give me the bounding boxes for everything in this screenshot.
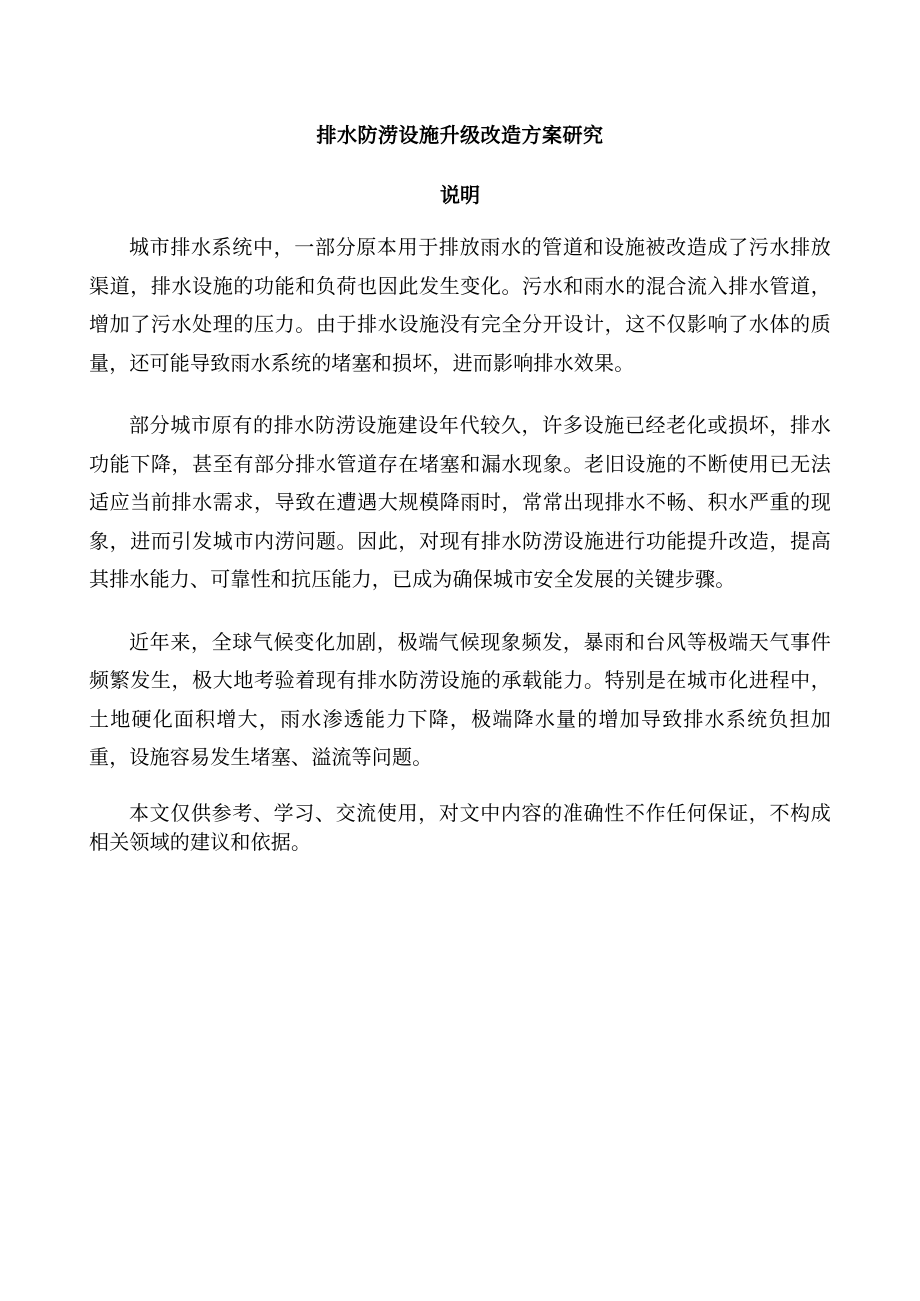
- paragraph-aging-facilities: 部分城市原有的排水防涝设施建设年代较久，许多设施已经老化或损坏，排水功能下降，甚至有部分排水管道存在堵塞和漏水现象。老旧设施的不断使用已无法适应当前排水需求，导致在遭遇大规模降雨时，常常出现排水不畅、积水严重的现象，进而引发城市内涝问题。因此，对现有排水防涝设施进行功能提升改造，提高其排水能力、可靠性和抗压能力，已成为确保城市安全发展的关键步骤。: [89, 413, 831, 591]
- document-title: 排水防涝设施升级改造方案研究: [316, 123, 604, 147]
- paragraph-drainage-system: 城市排水系统中，一部分原本用于排放雨水的管道和设施被改造成了污水排放渠道，排水设施的功能和负荷也因此发生变化。污水和雨水的混合流入排水管道，增加了污水处理的压力。由于排水设施没有完全分开设计，这不仅影响了水体的质量，还可能导致雨水系统的堵塞和损坏，进而影响排水效果。: [89, 235, 831, 375]
- section-heading-explanation: 说明: [440, 183, 480, 207]
- paragraph-climate-change: 近年来，全球气候变化加剧，极端气候现象频发，暴雨和台风等极端天气事件频繁发生，极大地考验着现有排水防涝设施的承载能力。特别是在城市化进程中，土地硬化面积增大，雨水渗透能力下降，极端降水量的增加导致排水系统负担加重，设施容易发生堵塞、溢流等问题。: [89, 629, 831, 769]
- paragraph-disclaimer: 本文仅供参考、学习、交流使用，对文中内容的准确性不作任何保证，不构成相关领域的建议和依据。: [89, 800, 831, 854]
